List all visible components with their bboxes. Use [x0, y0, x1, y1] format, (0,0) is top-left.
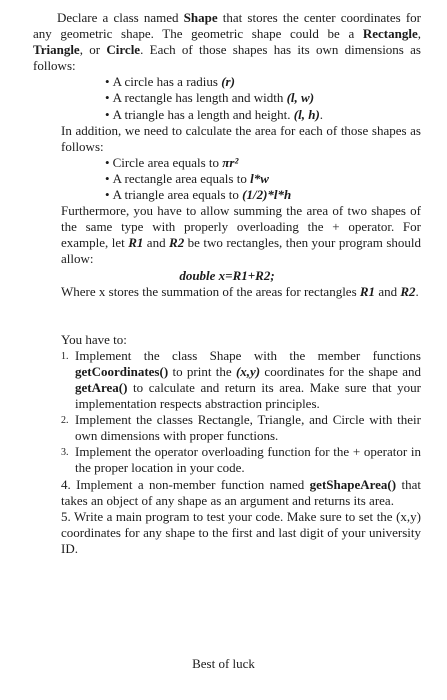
list-item: 1. Implement the class Shape with the member functions getCoordinates() to print the (x,y) coordinates for the shape and getArea() to calculate and return its area. Make sure that your implementation respects abstraction principles.	[61, 347, 421, 412]
code-example: double x=R1+R2;	[179, 267, 275, 283]
item-number: 2.	[61, 415, 69, 427]
task-5: 5. Write a main program to test your code. Make sure to set the (x,y) coordinates for any shape to the first and last digit of your university ID.	[61, 508, 421, 556]
closing-text: Best of luck	[192, 656, 255, 671]
area-formulas-list	[33, 155, 421, 203]
bullet-icon: •	[105, 90, 110, 106]
task-4: 4. Implement a non-member function named getShapeArea() that takes an object of any shape as an argument and returns its area.	[61, 476, 421, 508]
list-item: • A triangle has a length and height. (l, h).	[105, 106, 324, 122]
list-item: • Circle area equals to πr²	[105, 154, 239, 170]
area-intro-paragraph: In addition, we need to calculate the area for each of those shapes as follows:	[61, 122, 421, 154]
list-item: 2. Implement the classes Rectangle, Triangle, and Circle with their own dimensions with proper functions.	[61, 412, 421, 444]
dimensions-list	[33, 74, 421, 122]
bullet-icon: •	[105, 106, 110, 122]
term-circle: Circle	[106, 42, 141, 58]
item-number: 1.	[61, 350, 69, 362]
summation-paragraph: Where x stores the summation of the areas for rectangles R1 and R2.	[61, 283, 419, 299]
term-triangle: Triangle	[33, 42, 80, 58]
item-number: 3.	[61, 447, 69, 459]
list-item: • A circle has a radius (r)	[105, 74, 235, 90]
operator-paragraph: Furthermore, you have to allow summing the area of two shapes of the same type with properly overloading the + operator. For example, let R1 and R2 be two rectangles, then your program should allow:	[61, 203, 421, 267]
intro-paragraph: Declare a class named Shape that stores the center coordinates for any geometric shape. The geometric shape could be a Rectangle, Triangle, or Circle. Each of those shapes has its own dimensions as follows:	[33, 10, 421, 74]
bullet-icon: •	[105, 154, 110, 170]
bullet-icon: •	[105, 170, 110, 186]
bullet-icon: •	[105, 74, 110, 90]
list-item: • A triangle area equals to (1/2)*l*h	[105, 187, 292, 203]
term-rectangle: Rectangle	[362, 26, 418, 42]
term-shape: Shape	[183, 10, 218, 25]
tasks-list	[33, 348, 421, 477]
list-item: • A rectangle area equals to l*w	[105, 170, 269, 186]
list-item: • A rectangle has length and width (l, w)	[105, 90, 315, 106]
tasks-heading: You have to:	[61, 331, 127, 347]
bullet-icon: •	[105, 187, 110, 203]
list-item: 3. Implement the operator overloading function for the + operator in the proper location in your code.	[61, 444, 421, 476]
